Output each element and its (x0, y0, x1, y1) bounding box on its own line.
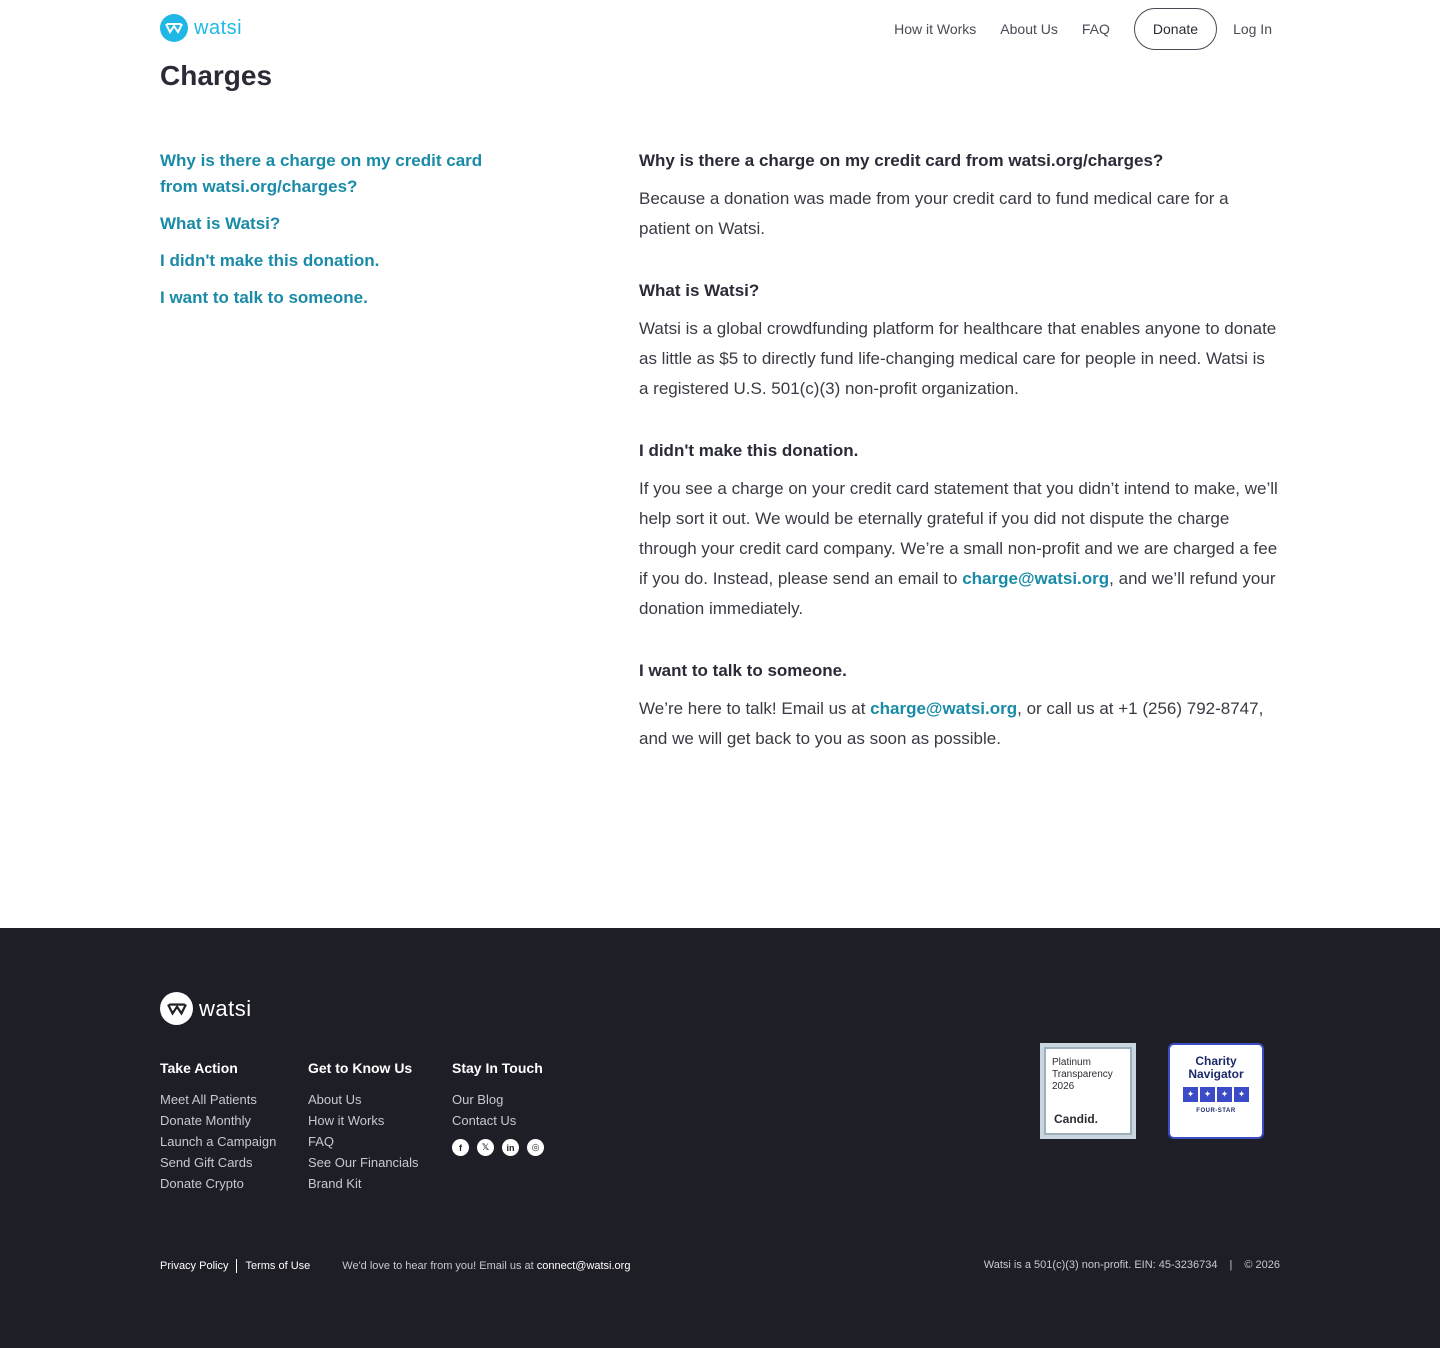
charge-email-link[interactable]: charge@watsi.org (870, 699, 1018, 718)
footer-link-brand-kit[interactable]: Brand Kit (308, 1176, 362, 1191)
footer-col-stay-in-touch (452, 1060, 544, 1156)
candid-badge-brand: Candid. (1054, 1112, 1098, 1126)
footer-logo[interactable] (160, 992, 252, 1025)
instagram-icon[interactable]: ◎ (527, 1139, 544, 1156)
footer-bottom-bar (160, 1259, 1280, 1273)
footer-col-get-to-know (308, 1060, 419, 1194)
cn-stars (1176, 1087, 1256, 1102)
answer-heading: I didn't make this donation. (639, 441, 859, 460)
watsi-logo[interactable] (160, 14, 242, 42)
answer-didnt-make-donation (639, 438, 1279, 624)
site-footer (0, 928, 1440, 1348)
answer-text-after: , or call us at +1 (256) 792-8747, and we will get back to you as soon as possible. (639, 699, 1264, 748)
candid-badge-line: Transparency (1052, 1069, 1113, 1080)
answer-text-after: , and we’ll refund your donation immediately. (639, 569, 1276, 618)
footer-link-donate-monthly[interactable]: Donate Monthly (160, 1113, 252, 1128)
answer-charge (639, 148, 1279, 244)
logo-text: watsi (194, 16, 243, 39)
footer-bottom-left (160, 1259, 630, 1273)
toc-link-talk-to-someone[interactable]: I want to talk to someone. (160, 288, 368, 307)
charge-email-link[interactable]: charge@watsi.org (962, 569, 1110, 588)
footer-logo-text: watsi (199, 995, 252, 1021)
cn-rating: FOUR-STAR (1196, 1108, 1236, 1114)
watsi-logo-icon (160, 992, 193, 1025)
toc-link-what-is-watsi[interactable]: What is Watsi? (160, 214, 281, 233)
cn-badge-line: Navigator (1188, 1067, 1244, 1081)
answer-heading: Why is there a charge on my credit card from watsi.org/charges? (639, 151, 1164, 170)
main-nav (894, 8, 1280, 50)
terms-of-use-link[interactable]: Terms of Use (245, 1259, 311, 1272)
toc-link-charge[interactable]: Why is there a charge on my credit card from watsi.org/charges? (160, 151, 483, 196)
x-icon[interactable]: 𝕏 (477, 1139, 494, 1156)
charity-navigator-badge[interactable] (1168, 1043, 1264, 1139)
linkedin-icon[interactable]: in (502, 1139, 519, 1156)
answer-what-is-watsi (639, 278, 1279, 404)
footer-link-financials[interactable]: See Our Financials (308, 1155, 419, 1170)
answer-heading: I want to talk to someone. (639, 661, 847, 680)
site-header (0, 0, 1440, 60)
contact-message (342, 1260, 630, 1272)
answer-text: Watsi is a global crowdfunding platform for healthcare that enables anyone to donate as little as $5 to directly fund life-changing medical care for people in need. Watsi is a registered U.S. 501(c)(3) non-profit organization. (639, 319, 1277, 398)
nav-how-it-works[interactable]: How it Works (894, 21, 977, 37)
watsi-logo-icon (160, 14, 188, 42)
footer-link-donate-crypto[interactable]: Donate Crypto (160, 1176, 244, 1191)
social-links (452, 1139, 544, 1156)
toc-link-didnt-make-donation[interactable]: I didn't make this donation. (160, 251, 380, 270)
answer-text-before: If you see a charge on your credit card statement that you didn’t intend to make, we’ll help sort it out. We would be eternally grateful if you did not dispute the charge through your credit card company. We’re a small non-profit and we are charged a fee if you do. Instead, please send an email to (639, 479, 1278, 588)
footer-link-meet-patients[interactable]: Meet All Patients (160, 1092, 257, 1107)
answer-text (639, 694, 1279, 754)
copyright: © 2026 (1244, 1259, 1280, 1271)
candid-badge-body (1044, 1047, 1132, 1135)
divider: | (1229, 1259, 1233, 1271)
nav-faq[interactable]: FAQ (1081, 21, 1110, 37)
footer-link-gift-cards[interactable]: Send Gift Cards (160, 1155, 253, 1170)
contact-message-text: We'd love to hear from you! Email us at (342, 1260, 537, 1272)
cn-badge-line: Charity (1195, 1054, 1237, 1068)
candid-badge-line: 2026 (1052, 1081, 1075, 1092)
facebook-icon[interactable]: f (452, 1139, 469, 1156)
footer-link-blog[interactable]: Our Blog (452, 1092, 504, 1107)
answer-text (639, 474, 1279, 624)
answer-text: Because a donation was made from your credit card to fund medical care for a patient on Watsi. (639, 189, 1229, 238)
donate-button[interactable]: Donate (1134, 8, 1217, 50)
candid-platinum-badge[interactable] (1040, 1043, 1136, 1139)
connect-email-link[interactable]: connect@watsi.org (536, 1260, 631, 1272)
footer-col-take-action (160, 1060, 276, 1194)
legal-links (160, 1259, 310, 1273)
footer-col-heading: Take Action (160, 1060, 238, 1076)
answer-talk-to-someone (639, 658, 1279, 754)
divider (236, 1259, 237, 1273)
page-title: Charges (160, 60, 273, 91)
footer-col-heading: Stay In Touch (452, 1060, 543, 1076)
privacy-policy-link[interactable]: Privacy Policy (160, 1259, 229, 1272)
footer-link-how-it-works[interactable]: How it Works (308, 1113, 385, 1128)
answers-section (639, 148, 1279, 788)
star-icon: ✦ (1234, 1087, 1249, 1102)
answer-heading: What is Watsi? (639, 281, 760, 300)
candid-badge-line: Platinum (1052, 1057, 1091, 1068)
question-index (160, 148, 520, 322)
footer-link-faq[interactable]: FAQ (308, 1134, 335, 1149)
footer-col-heading: Get to Know Us (308, 1060, 413, 1076)
star-icon: ✦ (1183, 1087, 1198, 1102)
nav-about-us[interactable]: About Us (1000, 21, 1058, 37)
footer-link-about-us[interactable]: About Us (308, 1092, 362, 1107)
log-in-link[interactable]: Log In (1233, 21, 1272, 37)
star-icon: ✦ (1217, 1087, 1232, 1102)
footer-link-launch-campaign[interactable]: Launch a Campaign (160, 1134, 277, 1149)
nonprofit-info: Watsi is a 501(c)(3) non-profit. EIN: 45-3236734 (983, 1259, 1218, 1271)
footer-link-contact[interactable]: Contact Us (452, 1113, 517, 1128)
star-icon: ✦ (1200, 1087, 1215, 1102)
footer-bottom-right (984, 1259, 1280, 1271)
answer-text-before: We’re here to talk! Email us at (639, 699, 871, 718)
